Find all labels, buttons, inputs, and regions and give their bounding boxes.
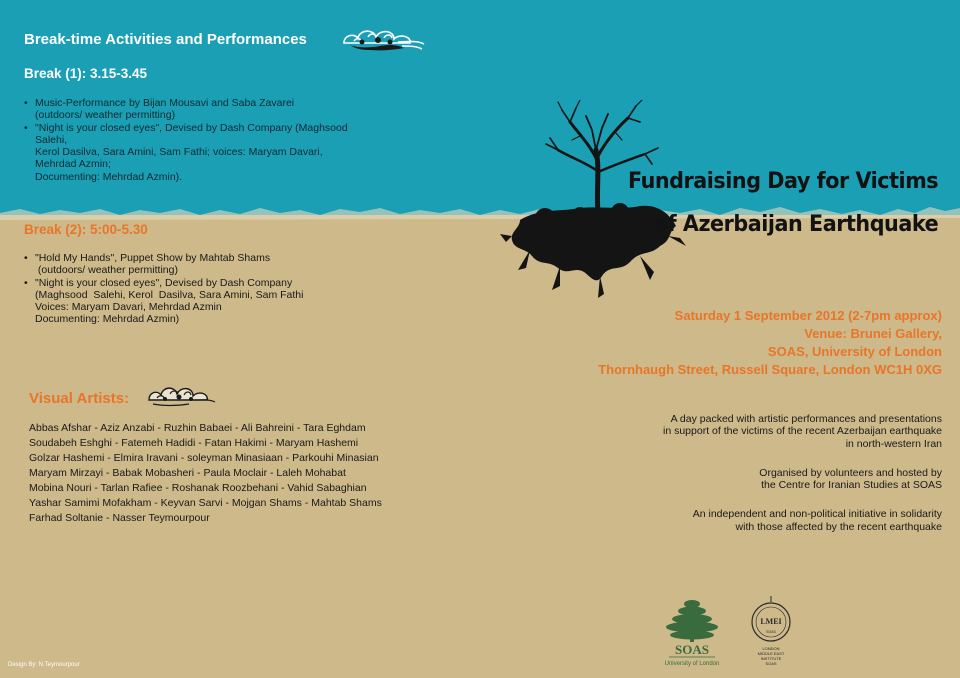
svg-text:LMEI: LMEI (760, 617, 782, 626)
event-venue: Venue: Brunei Gallery, (804, 326, 942, 341)
event-institution: SOAS, University of London (767, 344, 942, 359)
list-item: Mobina Nouri - Tarlan Rafiee - Roshanak Roozbehani - Vahid Sabaghian (29, 482, 367, 494)
cloud-ornament-icon (340, 23, 428, 53)
soas-logo (657, 596, 727, 670)
description-paragraph: Organised by volunteers and hosted by the Centre for Iranian Studies at SOAS (759, 466, 942, 492)
design-credit: Design By: N.Teymourpour (8, 662, 80, 668)
description-paragraph: A day packed with artistic performances and presentations in support of the victims of the recent Azerbaijan earthquake in north-western Iran (663, 413, 942, 450)
event-address: Thornhaugh Street, Russell Square, London WC1H 0XG (598, 362, 942, 377)
break-2-list (24, 252, 364, 326)
svg-text:INSTITUTE: INSTITUTE (760, 656, 782, 661)
lmei-logo (747, 596, 795, 676)
event-title: Fundraising Day for Victims of Azerbaijan Earthquake (627, 168, 938, 237)
event-details (598, 307, 942, 379)
svg-text:MIDDLE EAST: MIDDLE EAST (757, 651, 785, 656)
svg-text:SOAS: SOAS (765, 661, 777, 666)
list-item: Golzar Hashemi - Elmira Iravani - soleyman Minasiaan - Parkouhi Minasian (29, 452, 379, 464)
list-item: Farhad Soltanie - Nasser Teymourpour (29, 512, 210, 524)
visual-artists-list (29, 421, 459, 526)
description-paragraph: An independent and non-political initiative in solidarity with those affected by the recent earthquake (692, 508, 942, 533)
svg-text:SOAS: SOAS (675, 642, 709, 657)
list-item: Soudabeh Eshghi - Fatemeh Hadidi - Fatan Hakimi - Maryam Hashemi (29, 437, 359, 449)
left-panel (0, 0, 470, 678)
visual-artists-heading: Visual Artists: (29, 390, 130, 407)
svg-text:LONDON: LONDON (762, 646, 780, 651)
break-1-list (24, 97, 374, 183)
break-activities-heading: Break-time Activities and Performances (24, 31, 307, 48)
svg-text:University of London: University of London (664, 661, 720, 667)
list-item: Maryam Mirzayi - Babak Mobasheri - Paula Moclair - Laleh Mohabat (29, 467, 346, 479)
list-item: Abbas Afshar - Aziz Anzabi - Ruzhin Babaei - Ali Bahreini - Tara Eghdam (29, 422, 366, 434)
break-1-heading: Break (1): 3.15-3.45 (24, 66, 148, 81)
svg-text:SOAS: SOAS (766, 630, 776, 634)
list-item: • Music-Performance by Bijan Mousavi and Saba Zavarei (outdoors/ weather permitting) (24, 97, 374, 122)
list-item: • "Hold My Hands", Puppet Show by Mahtab Shams (outdoors/ weather permitting) (24, 252, 364, 277)
event-description (612, 413, 942, 550)
list-item: Yashar Samimi Mofakham - Keyvan Sarvi - Mojgan Shams - Mahtab Shams (29, 497, 382, 509)
list-item: • "Night is your closed eyes", Devised by Dash Company (Maghsood Salehi, Kerol Dasilva, Sara Amini, Sam Fathi; voices: Maryam Davari, Mehrdad Azmin; Documenting: Mehrdad Azmin). (24, 122, 374, 183)
event-date: Saturday 1 September 2012 (2-7pm approx) (674, 308, 942, 323)
break-2-heading: Break (2): 5:00-5.30 (24, 222, 148, 237)
list-item: • "Night is your closed eyes", Devised by Dash Company (Maghsood Salehi, Kerol Dasilva, Sara Amini, Sam Fathi Voices: Maryam Davari, Mehrdad Azmin Documenting: Mehrdad Azmin) (24, 277, 364, 326)
cloud-ornament-icon (145, 378, 217, 410)
